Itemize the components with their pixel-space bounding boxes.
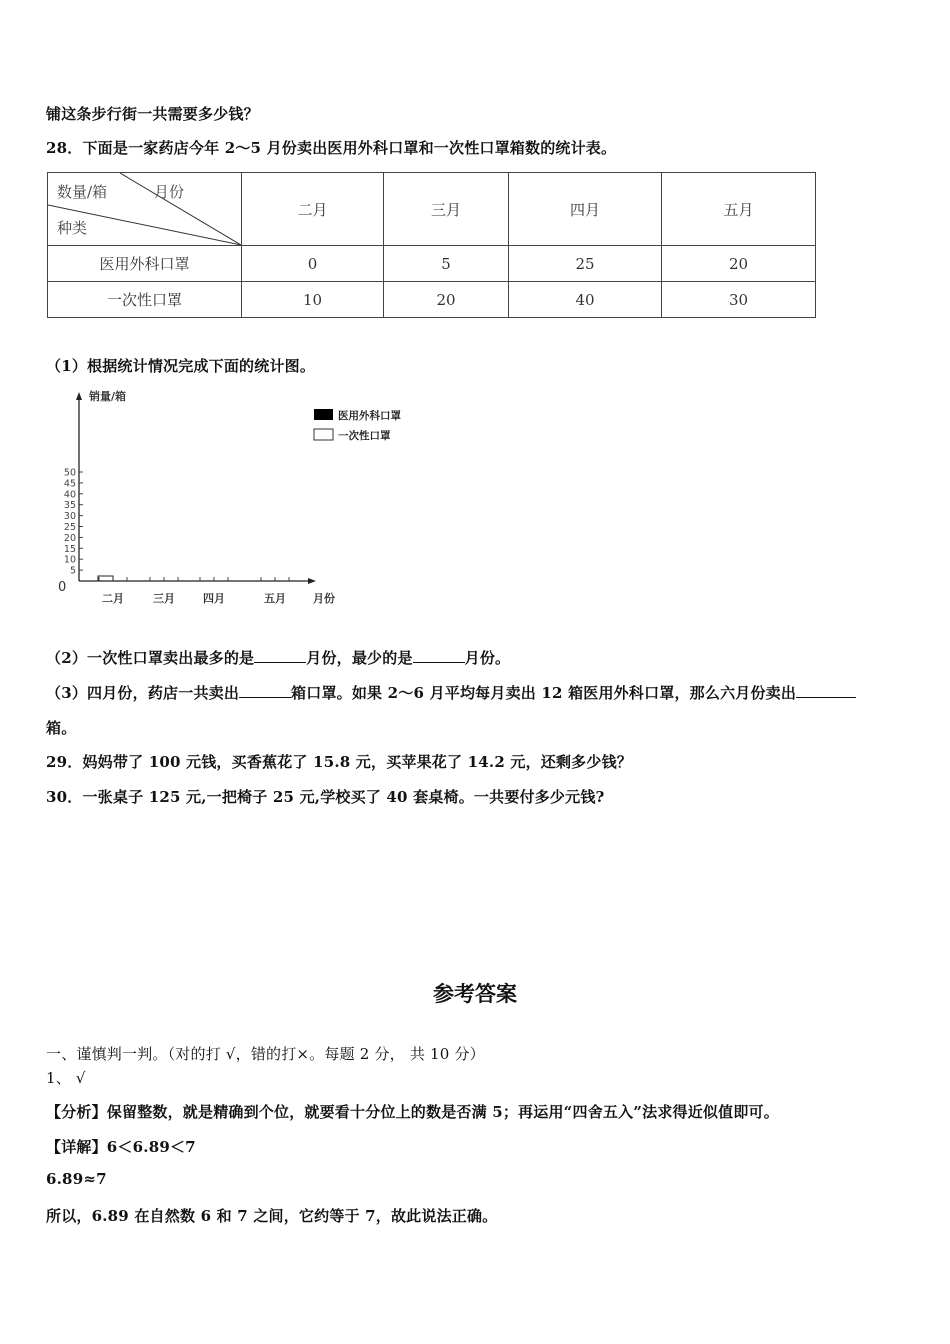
corner-quantity-label: 数量/箱 <box>57 183 108 201</box>
table-cell: 20 <box>384 282 509 318</box>
svg-text:50: 50 <box>63 467 76 479</box>
svg-text:五月: 五月 <box>264 592 286 605</box>
part-2-text-middle: 月份，最少的是 <box>306 649 413 667</box>
table-row <box>48 282 816 318</box>
row-label: 一次性口罩 <box>48 282 242 318</box>
x-axis-arrow-icon <box>308 578 316 584</box>
y-origin-label: 0 <box>58 580 67 595</box>
svg-text:20: 20 <box>63 532 76 544</box>
table-cell: 25 <box>509 246 662 282</box>
column-header: 四月 <box>509 173 662 246</box>
svg-text:四月: 四月 <box>203 592 225 605</box>
answer-analysis: 【分析】保留整数，就是精确到个位，就要看十分位上的数是否满 5；再运用“四舍五入”法求得近似值即可。 <box>46 1103 779 1121</box>
svg-text:30: 30 <box>63 511 76 523</box>
column-header: 二月 <box>242 173 384 246</box>
table-cell: 10 <box>242 282 384 318</box>
part-3-tail: 箱。 <box>46 719 77 737</box>
answer-blank-most[interactable] <box>254 648 306 663</box>
corner-month-label: 月份 <box>154 183 185 201</box>
part-2-text-after: 月份。 <box>464 649 511 667</box>
svg-text:35: 35 <box>63 500 76 512</box>
answer-conclusion: 所以，6.89 在自然数 6 和 7 之间，它约等于 7，故此说法正确。 <box>46 1207 498 1225</box>
table-cell: 40 <box>509 282 662 318</box>
part-3-text-middle: 箱口罩。如果 2～6 月平均每月卖出 12 箱医用外科口罩，那么六月份卖出 <box>291 684 797 702</box>
answer-approx: 6.89≈7 <box>46 1170 107 1188</box>
answers-title: 参考答案 <box>433 982 517 1006</box>
question-30: 30．一张桌子 125 元,一把椅子 25 元,学校买了 40 套桌椅。一共要付多少元钱? <box>46 788 605 806</box>
svg-text:医用外科口罩: 医用外科口罩 <box>338 410 401 422</box>
answer-detail: 【详解】6＜6.89＜7 <box>46 1138 196 1156</box>
bar-chart-template <box>55 380 455 615</box>
table-row <box>48 246 816 282</box>
y-ticks <box>64 468 83 577</box>
table-header-row <box>48 173 816 246</box>
part-3-question <box>46 682 856 703</box>
corner-type-label: 种类 <box>57 219 88 237</box>
column-header: 三月 <box>384 173 509 246</box>
column-header: 五月 <box>662 173 816 246</box>
part-2-text-before: （2）一次性口罩卖出最多的是 <box>46 649 255 667</box>
svg-text:一次性口罩: 一次性口罩 <box>338 430 391 442</box>
answer-blank-least[interactable] <box>413 648 465 663</box>
table-corner-cell <box>48 173 242 246</box>
answers-section-1: 一、谨慎判一判。（对的打 √，错的打×。每题 2 分， 共 10 分） <box>46 1045 485 1063</box>
svg-text:40: 40 <box>63 489 76 501</box>
part-1-instruction: （1）根据统计情况完成下面的统计图。 <box>46 357 316 375</box>
svg-text:月份: 月份 <box>313 592 335 605</box>
y-axis-arrow-icon <box>76 392 82 400</box>
svg-text:25: 25 <box>63 522 76 533</box>
svg-text:二月: 二月 <box>102 592 124 605</box>
statistics-table <box>47 172 816 318</box>
question-27-tail: 铺这条步行街一共需要多少钱？ <box>46 105 259 123</box>
svg-text:销量/箱: 销量/箱 <box>89 390 127 403</box>
question-29: 29．妈妈带了 100 元钱，买香蕉花了 15.8 元，买苹果花了 14.2 元，还剩多少钱？ <box>46 753 632 771</box>
svg-text:45: 45 <box>63 478 76 490</box>
legend-swatch-surgical <box>314 409 333 420</box>
svg-text:三月: 三月 <box>153 592 175 605</box>
answer-blank-april-total[interactable] <box>239 683 291 698</box>
legend-swatch-disposable <box>314 429 333 440</box>
svg-text:15: 15 <box>63 543 76 555</box>
table-cell: 30 <box>662 282 816 318</box>
question-28-text: 28．下面是一家药店今年 2～5 月份卖出医用外科口罩和一次性口罩箱数的统计表。 <box>46 139 617 157</box>
svg-text:5: 5 <box>69 565 76 577</box>
table-cell: 0 <box>242 246 384 282</box>
answer-item-1: 1、 √ <box>46 1069 86 1087</box>
chart-canvas <box>55 380 455 615</box>
row-label: 医用外科口罩 <box>48 246 242 282</box>
answer-blank-june[interactable] <box>796 683 856 698</box>
part-3-text-before: （3）四月份，药店一共卖出 <box>46 684 240 702</box>
part-2-question <box>46 647 510 668</box>
svg-text:10: 10 <box>63 554 76 566</box>
table-cell: 5 <box>384 246 509 282</box>
table-cell: 20 <box>662 246 816 282</box>
